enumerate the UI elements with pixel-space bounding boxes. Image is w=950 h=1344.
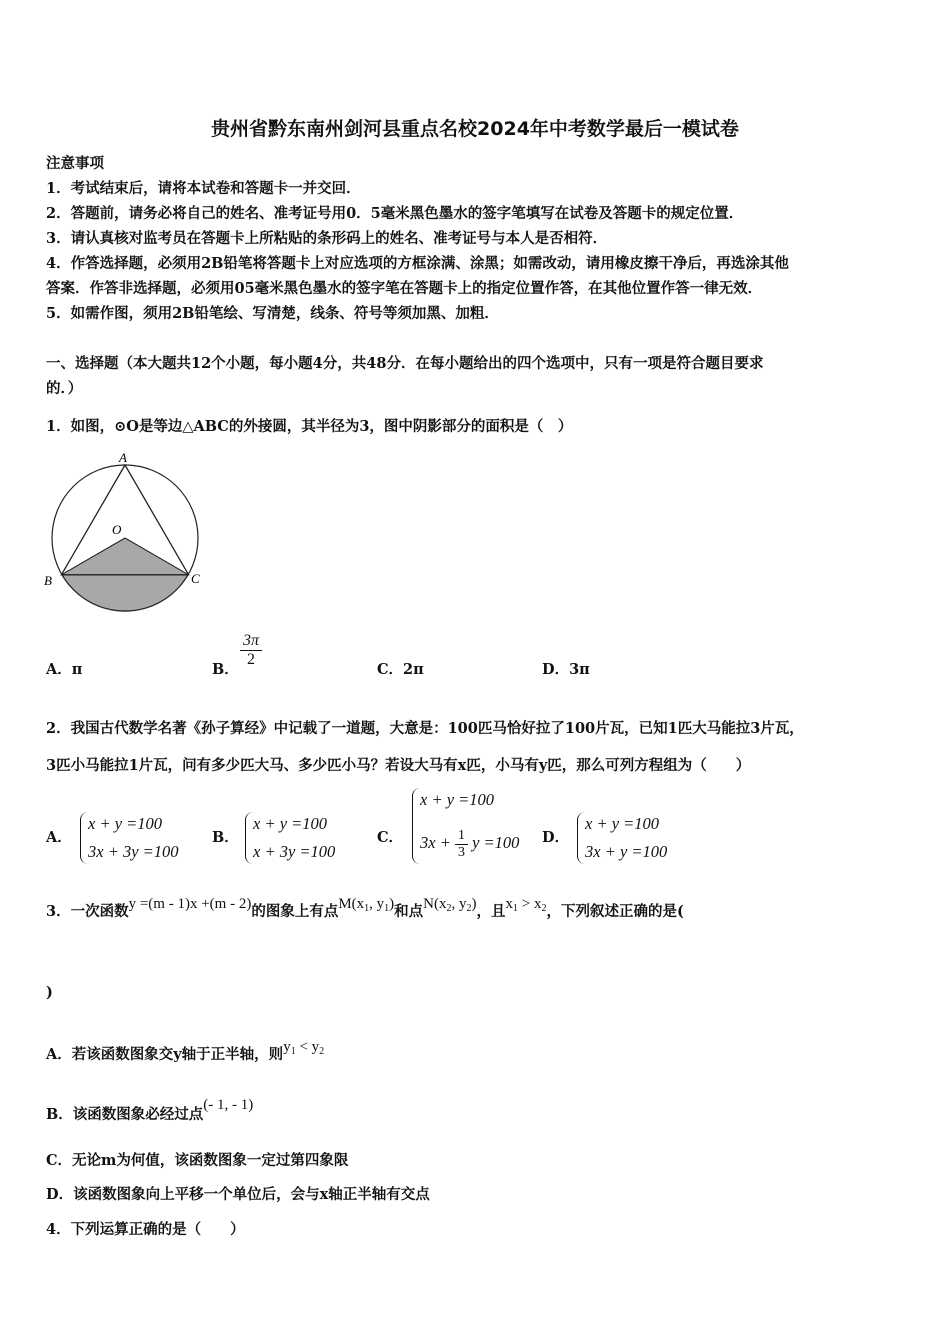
q2-option-c-eq1: x + y =100	[420, 790, 495, 809]
q3-option-a	[46, 1039, 325, 1065]
shaded-triangle	[61, 538, 188, 575]
q1-circle-figure	[40, 448, 215, 618]
q3-stem-mid1: 的图象上有点	[251, 903, 339, 920]
q3-pn-sub1: 2	[446, 903, 452, 914]
q3-cond-op: > x	[518, 896, 542, 912]
q3-cond-sub2: 2	[541, 903, 547, 914]
q1-option-b-label: B．	[212, 661, 239, 678]
section-header: 一、选择题（本大题共12个小题，每小题4分，共48分．在每小题给出的四个选项中，只有一项是符合题目要求	[46, 355, 764, 372]
q1-option-d-label: D．	[542, 661, 570, 678]
notice-item-4-cont: 答案．作答非选择题，必须用05毫米黑色墨水的签字笔在答题卡上的指定位置作答，在其他位置作答一律无效．	[46, 280, 763, 297]
label-c: C	[191, 571, 200, 586]
label-o: O	[112, 522, 122, 537]
q3-pn-a: N(x	[423, 896, 447, 912]
notice-item-5: 5．如需作图，须用2B铅笔绘、写清楚，线条、符号等须加黑、加粗．	[46, 305, 499, 322]
q3-pm-sub1: 1	[364, 903, 370, 914]
q2-option-a-eq1: x + y =100	[88, 814, 163, 833]
q2-option-b-label: B．	[212, 829, 239, 846]
q1-option-c	[377, 658, 424, 679]
q3-opta-sub2: 2	[319, 1046, 325, 1057]
q3-option-b	[46, 1097, 254, 1124]
q4-stem: 4．下列运算正确的是（ ）	[46, 1221, 245, 1238]
q1-option-c-label: C．	[377, 661, 404, 678]
q1-option-a-label: A．	[46, 661, 72, 678]
q3-stem-mid2: 和点	[394, 903, 424, 920]
notice-item-2: 2．答题前，请务必将自己的姓名、准考证号用0．5毫米黑色墨水的签字笔填写在试卷及答题卡的规定位置．	[46, 205, 744, 222]
q3-option-a-math	[283, 1039, 324, 1055]
q3-pn-c: )	[471, 896, 477, 912]
q2-option-c-label: C．	[377, 829, 404, 846]
q1-option-b-numerator: 3π	[240, 632, 262, 651]
label-b: B	[44, 573, 52, 588]
q2-option-c-eq2	[420, 828, 519, 861]
q3-cond-a: x	[505, 896, 513, 912]
q3-option-d: D．该函数图象向上平移一个单位后，会与x轴正半轴有交点	[46, 1186, 430, 1203]
notice-heading: 注意事项	[46, 155, 104, 172]
label-a: A	[119, 450, 127, 465]
q2-stem-line1: 2．我国古代数学名著《孙子算经》中记载了一道题，大意是：100匹马恰好拉了100片瓦，已知1匹大马能拉3片瓦，	[46, 720, 804, 737]
q3-point-m	[338, 896, 394, 912]
q3-option-a-text: A．若该函数图象交y轴于正半轴，则	[46, 1046, 284, 1063]
q2-option-c-numerator: 1	[455, 828, 468, 845]
q1-option-b-fraction	[240, 632, 262, 669]
q1-option-a	[46, 658, 82, 679]
q3-condition	[506, 896, 547, 912]
q2-option-a-eq2: 3x + 3y =100	[88, 842, 179, 861]
notice-item-3: 3．请认真核对监考员在答题卡上所粘贴的条形码上的姓名、准考证号与本人是否相符．	[46, 230, 608, 247]
q1-option-d-value: 3π	[569, 661, 590, 678]
q3-cond-sub1: 1	[513, 903, 518, 914]
q2-option-d-eq2: 3x + y =100	[585, 842, 668, 861]
q3-opta-op: < y	[295, 1039, 320, 1055]
q3-pn-b: , y	[451, 896, 467, 912]
q3-pn-sub2: 2	[466, 903, 472, 914]
q3-opta-y1: y	[283, 1039, 291, 1055]
q1-stem: 1．如图，⊙O是等边△ABC的外接圆，其半径为3，图中阴影部分的面积是（ ）	[46, 418, 573, 435]
q2-option-d-label: D．	[542, 829, 570, 846]
q3-pm-a: M(x	[338, 896, 365, 912]
q3-stem-mid3: ，且	[476, 903, 506, 920]
shaded-segment	[61, 575, 188, 612]
q1-option-a-value: π	[71, 661, 83, 678]
q2-option-c-eq2-pre: 3x +	[420, 833, 451, 852]
q3-pm-c: )	[389, 896, 395, 912]
q3-function: y =(m - 1)x +(m - 2)	[128, 896, 252, 912]
q3-pm-sub2: 1	[384, 903, 390, 914]
notice-item-4: 4．作答选择题，必须用2B铅笔将答题卡上对应选项的方框涂满、涂黑；如需改动，请用橡皮擦干净后，再选涂其他	[46, 255, 789, 272]
q2-option-b-eq1: x + y =100	[253, 814, 328, 833]
q1-option-d	[542, 658, 590, 679]
q1-option-c-value: 2π	[403, 661, 424, 678]
q2-option-b-eq2: x + 3y =100	[253, 842, 336, 861]
q3-opta-sub1: 1	[290, 1046, 296, 1057]
q2-option-a-label: A．	[46, 829, 72, 846]
q3-option-b-text: B．该函数图象必经过点	[46, 1106, 204, 1123]
q3-stem-pre: 3．一次函数	[46, 903, 129, 920]
page-title: 贵州省黔东南州剑河县重点名校2024年中考数学最后一模试卷	[211, 118, 739, 140]
section-header-cont: 的．）	[46, 380, 83, 397]
q3-option-b-math: (- 1, - 1)	[203, 1097, 254, 1113]
q3-pm-b: , y	[369, 896, 385, 912]
q2-option-d-eq1: x + y =100	[585, 814, 660, 833]
q3-stem-close: )	[46, 984, 53, 1001]
q3-option-c: C．无论m为何值，该函数图象一定过第四象限	[46, 1152, 349, 1169]
q2-option-c-denominator: 3	[457, 845, 465, 860]
q3-stem-post: ，下列叙述正确的是(	[546, 903, 684, 920]
q2-stem-line2: 3匹小马能拉1片瓦，问有多少匹大马、多少匹小马？若设大马有x匹，小马有y匹，那么可列方程组为（ ）	[46, 757, 751, 774]
notice-item-1: 1．考试结束后，请将本试卷和答题卡一并交回．	[46, 180, 361, 197]
q1-option-b-denominator: 2	[247, 651, 255, 668]
q2-option-c-eq2-post: y =100	[472, 833, 520, 852]
q3-stem	[46, 896, 684, 922]
q3-point-n	[423, 896, 476, 912]
